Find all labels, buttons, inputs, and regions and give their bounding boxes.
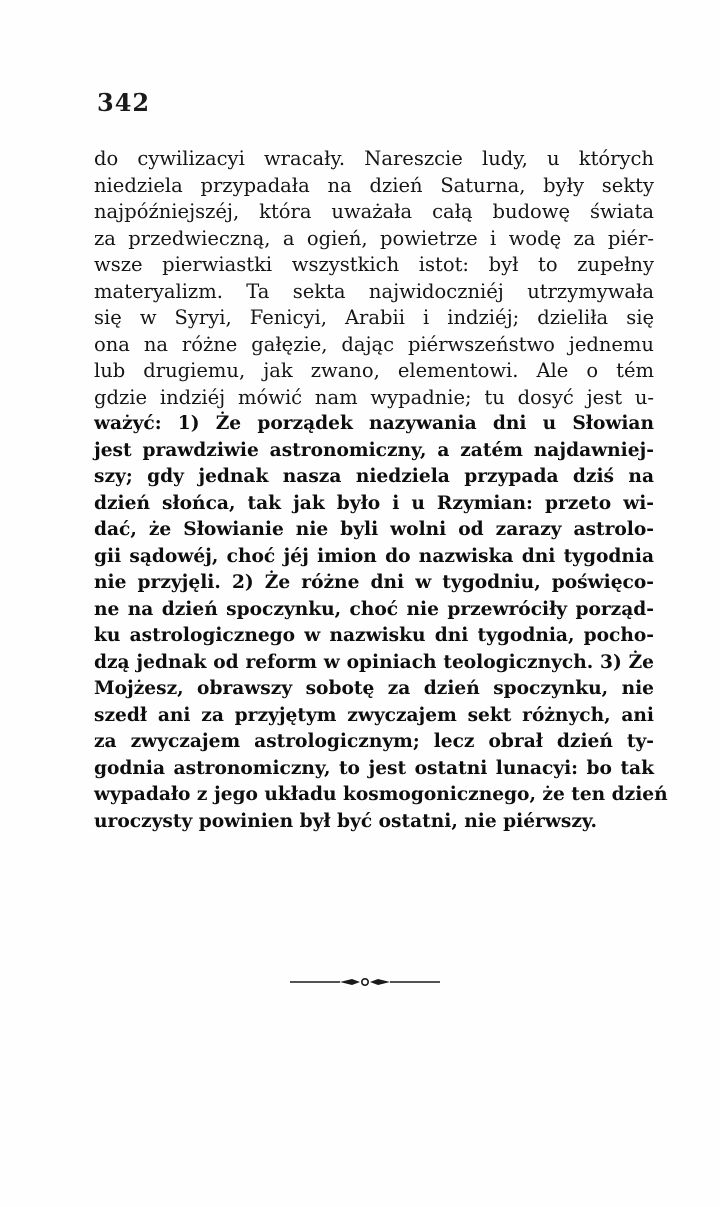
text-line: dzień słońca, tak jak było i u Rzymian: przeto wi- — [94, 492, 654, 514]
text-line: najpóźniejszéj, która uważała całą budowę świata — [94, 200, 654, 223]
text-line: wypadało z jego układu kosmogonicznego, że ten dzień — [94, 784, 668, 805]
text-line: gii sądowéj, choć jéj imion do nazwiska dni tygodnia — [94, 545, 654, 567]
ornament-icon — [290, 975, 440, 989]
text-line: ważyć: 1) Że porządek nazywania dni u Słowian — [94, 413, 654, 434]
text-line: Mojżesz, obrawszy sobotę za dzień spoczynku, nie — [94, 678, 654, 699]
text-line: za przedwieczną, a ogień, powietrze i wodę za piér- — [94, 226, 654, 250]
body-text — [94, 146, 668, 835]
text-line: szedł ani za przyjętym zwyczajem sekt różnych, ani — [94, 704, 654, 726]
text-line: jest prawdziwie astronomiczny, a zatém najdawniej- — [94, 439, 654, 461]
text-line: dać, że Słowianie nie byli wolni od zarazy astrolo- — [94, 519, 654, 540]
text-line: niedziela przypadała na dzień Saturna, były sekty — [94, 173, 654, 197]
text-line: nie przyjęli. 2) Że różne dni w tygodniu, poświęco- — [94, 572, 654, 593]
text-line: ku astrologicznego w nazwisku dni tygodnia, pocho- — [94, 625, 654, 646]
text-line: materyalizm. Ta sekta najwidoczniéj utrzymywała — [94, 279, 654, 303]
text-line: za zwyczajem astrologicznym; lecz obrał dzień ty- — [94, 731, 654, 752]
text-line: ne na dzień spoczynku, choć nie przewróciły porząd- — [94, 598, 654, 620]
text-line: dzą jednak od reform w opiniach teologicznych. 3) Że — [94, 651, 654, 673]
text-line: do cywilizacyi wracały. Nareszcie ludy, u których — [94, 147, 654, 170]
ornament-divider — [290, 975, 440, 989]
text-line: uroczysty powinien był być ostatni, nie piérwszy. — [94, 810, 598, 832]
page-number: 342 — [97, 88, 151, 117]
text-line: szy; gdy jednak nasza niedziela przypada dziś na — [94, 466, 654, 487]
text-line: lub drugiemu, jak zwano, elementowi. Ale o tém — [94, 359, 654, 382]
text-line: gdzie indziéj mówić nam wypadnie; tu dosyć jest u- — [94, 385, 654, 409]
text-line: ona na różne gałęzie, dając piérwszeństwo jednemu — [94, 332, 654, 356]
text-line: godnia astronomiczny, to jest ostatni lunacyi: bo tak — [94, 757, 654, 779]
text-line: się w Syryi, Fenicyi, Arabii i indziéj; dzieliła się — [94, 306, 654, 329]
text-line: wsze pierwiastki wszystkich istot: był to zupełny — [94, 253, 654, 276]
